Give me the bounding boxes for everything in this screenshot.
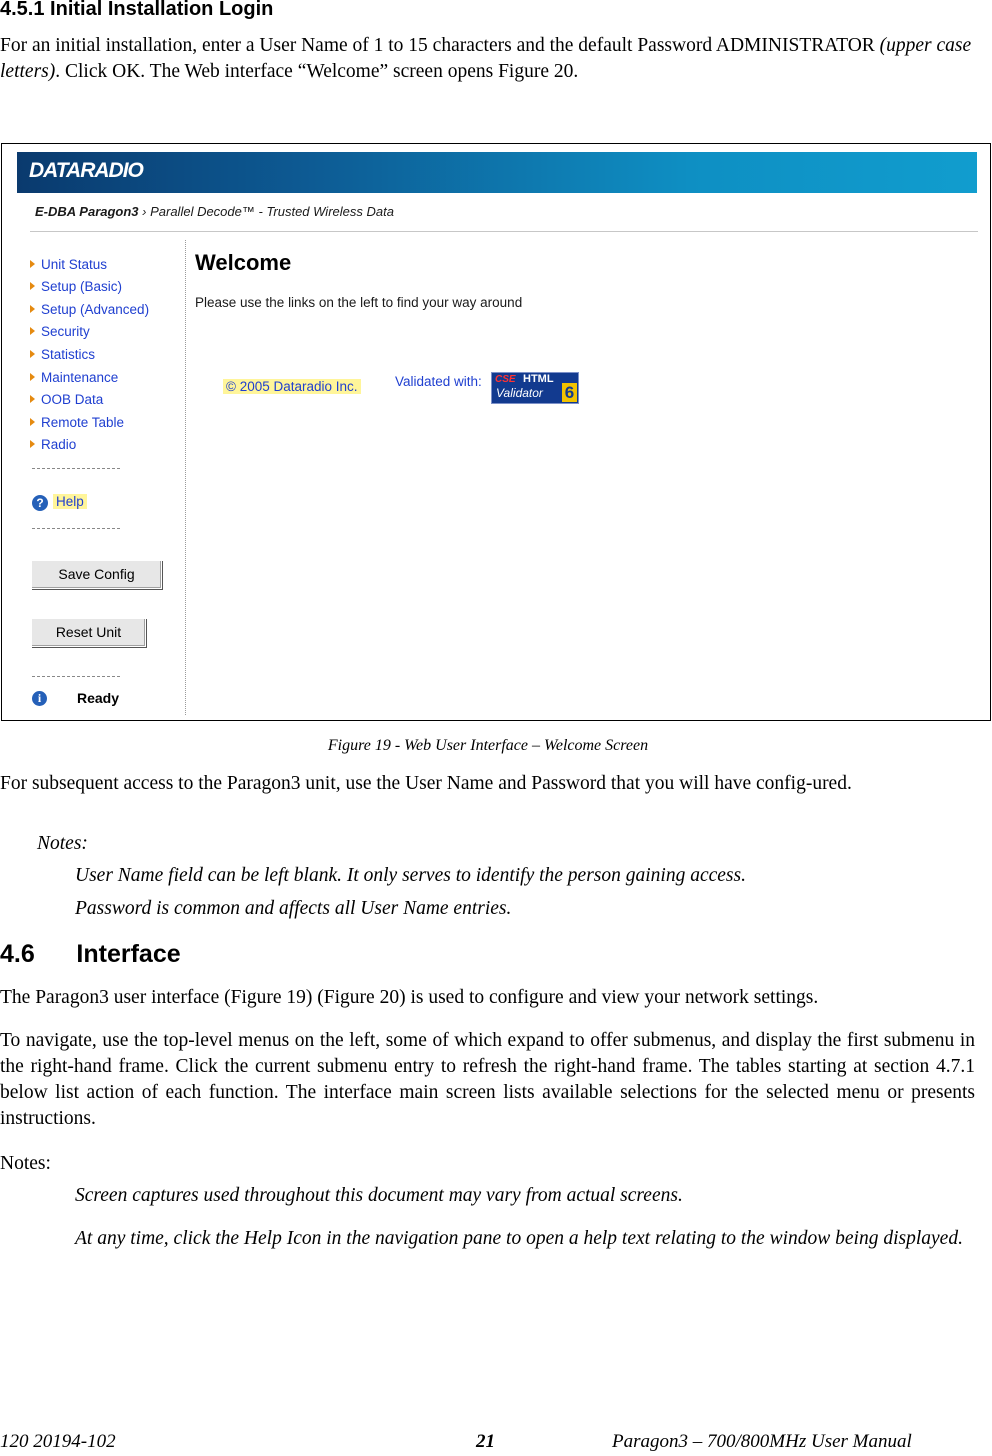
arrow-right-icon (30, 350, 35, 358)
nav-divider (185, 240, 186, 715)
dataradio-logo: DATARADIO (29, 159, 143, 182)
reset-unit-button[interactable]: Reset Unit (31, 618, 146, 647)
badge-html: HTML (523, 373, 554, 385)
note-password: Password is common and affects all User Name entries. (75, 898, 512, 919)
nav-item-radio[interactable] (30, 437, 76, 452)
section-heading-4-6: 4.6 Interface (0, 940, 181, 968)
nav-label: Statistics (41, 347, 96, 362)
intro-paragraph (0, 33, 972, 85)
badge-cse: CSE (495, 374, 516, 385)
welcome-message: Please use the links on the left to find your way around (195, 295, 523, 310)
status-text: Ready (77, 690, 120, 706)
nav-item-security[interactable] (30, 324, 90, 339)
welcome-title: Welcome (195, 250, 292, 275)
notes-label-1: Notes: (37, 833, 88, 854)
nav-label: Radio (41, 437, 77, 452)
help-icon[interactable]: ? (32, 495, 48, 511)
intro-text-3: . Click OK. The Web interface “Welcome” screen opens Figure 20. (55, 61, 579, 82)
footer-page-number: 21 (476, 1431, 495, 1452)
header-banner (17, 152, 977, 193)
nav-item-statistics[interactable] (30, 347, 95, 362)
nav-item-unit-status[interactable] (30, 257, 107, 272)
badge-version: 6 (562, 383, 577, 402)
nav-item-remote-table[interactable] (30, 415, 124, 430)
nav-label: Security (41, 324, 90, 339)
nav-separator (32, 468, 120, 469)
welcome-screen-figure (1, 143, 991, 721)
validated-link[interactable]: Validated with: (395, 374, 482, 389)
notes-label-2: Notes: (0, 1153, 51, 1174)
info-icon: i (32, 691, 47, 706)
html-validator-badge[interactable] (491, 372, 579, 404)
nav-separator (32, 676, 120, 677)
save-config-button[interactable]: Save Config (31, 560, 162, 589)
nav-label: OOB Data (41, 392, 104, 407)
interface-paragraph-1: The Paragon3 user interface (Figure 19) (Figure 20) is used to configure and view your network settings. (0, 987, 819, 1008)
nav-label: Unit Status (41, 257, 108, 272)
nav-label: Setup (Basic) (41, 279, 123, 294)
section-heading-4-5-1: 4.5.1 Initial Installation Login (0, 0, 274, 20)
product-breadcrumb (35, 204, 394, 219)
note-user-name: User Name field can be left blank. It only serves to identify the person gaining access. (75, 865, 746, 886)
note-screen-captures: Screen captures used throughout this document may vary from actual screens. (75, 1185, 683, 1206)
nav-separator (32, 528, 120, 529)
arrow-right-icon (30, 282, 35, 290)
product-tagline: › Parallel Decode™ - Trusted Wireless Data (138, 204, 394, 219)
nav-item-oob-data[interactable] (30, 392, 103, 407)
header-divider (30, 231, 978, 232)
nav-item-setup-advanced[interactable] (30, 302, 149, 317)
arrow-right-icon (30, 373, 35, 381)
badge-validator: Validator (496, 386, 543, 400)
intro-text-1: For an initial installation, enter a User Name of 1 to 15 characters and the default Password ADMINISTRATOR (0, 35, 880, 56)
arrow-right-icon (30, 260, 35, 268)
nav-label: Setup (Advanced) (41, 302, 150, 317)
footer-manual-title: Paragon3 – 700/800MHz User Manual (612, 1431, 912, 1452)
subsequent-access-paragraph: For subsequent access to the Paragon3 unit, use the User Name and Password that you will have config-ured. (0, 773, 852, 794)
intro-text-2: (upper case letters) (0, 35, 972, 82)
arrow-right-icon (30, 418, 35, 426)
arrow-right-icon (30, 327, 35, 335)
interface-paragraph-2: To navigate, use the top-level menus on the left, some of which expand to offer submenus, and display the first submenu in the right-hand frame. Click the current submenu entry to refresh the right-hand frame. The tables starting at section 4.7.1 below list action of each function. The interface main screen lists available selections for the selected menu or presents instructions. (0, 1030, 975, 1129)
nav-label: Maintenance (41, 370, 119, 385)
product-name: E-DBA Paragon3 (35, 204, 139, 219)
nav-item-setup-basic[interactable] (30, 279, 122, 294)
footer-doc-number: 120 20194-102 (0, 1431, 116, 1452)
arrow-right-icon (30, 440, 35, 448)
figure-caption: Figure 19 - Web User Interface – Welcome Screen (327, 737, 649, 754)
arrow-right-icon (30, 395, 35, 403)
note-help-icon: At any time, click the Help Icon in the navigation pane to open a help text relating to the window being displayed. (75, 1228, 963, 1249)
help-link[interactable]: Help (53, 494, 87, 509)
nav-item-maintenance[interactable] (30, 370, 118, 385)
arrow-right-icon (30, 305, 35, 313)
copyright-link[interactable]: © 2005 Dataradio Inc. (223, 379, 361, 394)
nav-label: Remote Table (41, 415, 125, 430)
